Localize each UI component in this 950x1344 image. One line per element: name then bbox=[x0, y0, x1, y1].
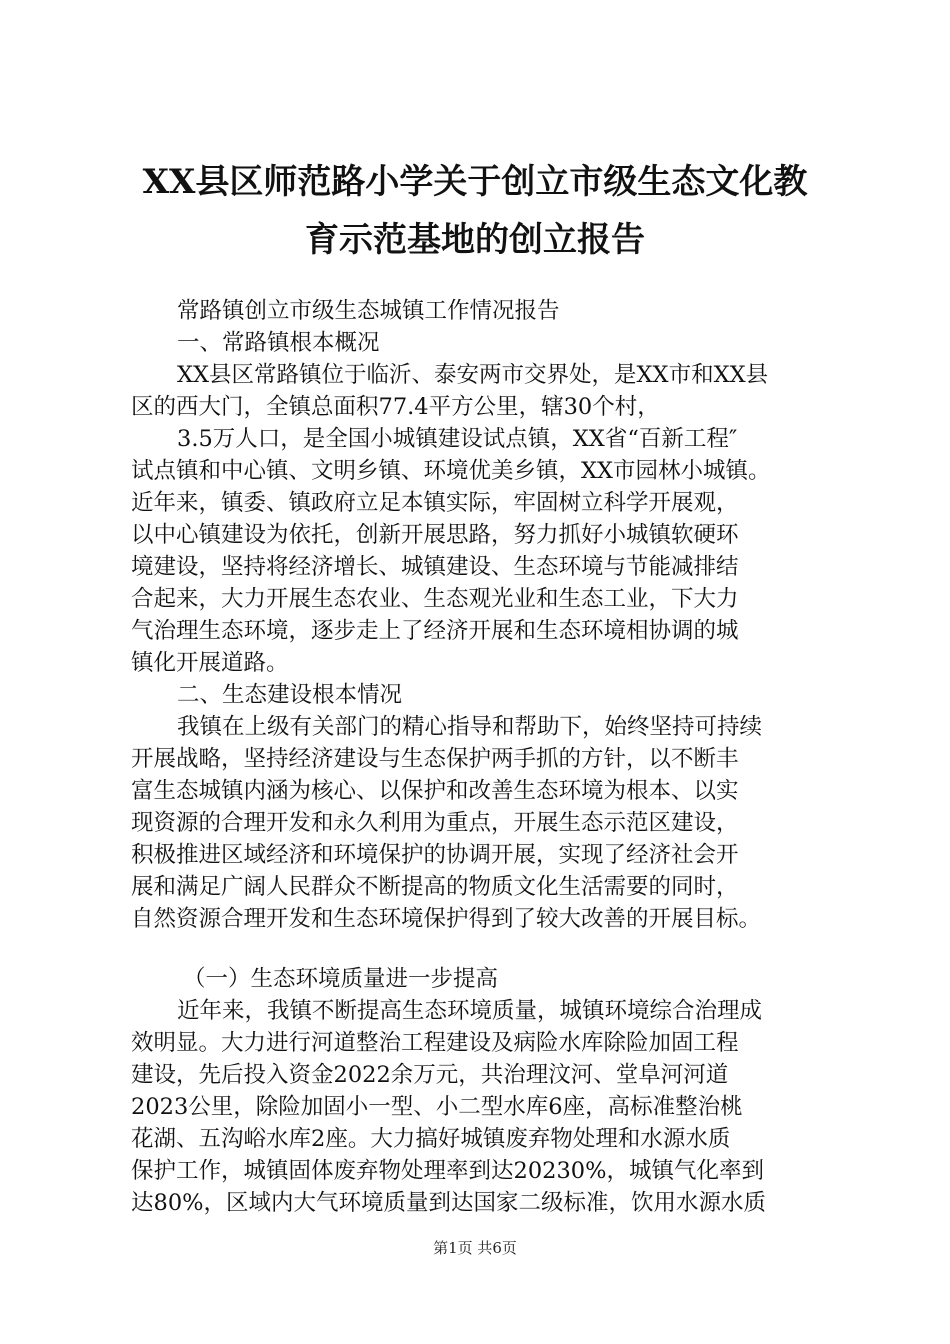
paragraph-line: 开展战略，坚持经济建设与生态保护两手抓的方针，以不断丰 bbox=[131, 746, 739, 772]
page-number-footer: 第1页 共6页 bbox=[433, 1239, 517, 1257]
paragraph-line: 气治理生态环境，逐步走上了经济开展和生态环境相协调的城 bbox=[131, 618, 739, 644]
paragraph-line: 境建设，坚持将经济增长、城镇建设、生态环境与节能减排结 bbox=[131, 554, 739, 580]
subsection-heading: （一）生态环境质量进一步提高 bbox=[183, 966, 499, 992]
paragraph-line: 现资源的合理开发和永久利用为重点，开展生态示范区建设， bbox=[131, 810, 739, 836]
paragraph-line: 近年来，我镇不断提高生态环境质量，城镇环境综合治理成 bbox=[177, 998, 763, 1024]
paragraph-line: 以中心镇建设为依托，创新开展思路，努力抓好小城镇软硬环 bbox=[131, 522, 739, 548]
paragraph-line: 区的西大门，全镇总面积77.4平方公里，辖30个村， bbox=[131, 394, 660, 420]
paragraph-line: 近年来，镇委、镇政府立足本镇实际，牢固树立科学开展观， bbox=[131, 490, 739, 516]
paragraph-line: 建设，先后投入资金2022余万元，共治理汶河、堂阜河河道 bbox=[131, 1062, 729, 1088]
paragraph-line: 镇化开展道路。 bbox=[131, 650, 289, 676]
paragraph-line: 保护工作，城镇固体废弃物处理率到达20230%，城镇气化率到 bbox=[131, 1158, 764, 1184]
paragraph-line: 合起来，大力开展生态农业、生态观光业和生态工业，下大力 bbox=[131, 586, 739, 612]
paragraph-line: XX县区常路镇位于临沂、泰安两市交界处，是XX市和XX县 bbox=[177, 362, 769, 388]
paragraph-line: 展和满足广阔人民群众不断提高的物质文化生活需要的同时， bbox=[131, 874, 739, 900]
paragraph-line: 常路镇创立市级生态城镇工作情况报告 bbox=[177, 298, 560, 324]
paragraph-line: 我镇在上级有关部门的精心指导和帮助下，始终坚持可持续 bbox=[177, 714, 763, 740]
paragraph-line: 试点镇和中心镇、文明乡镇、环境优美乡镇，XX市园林小城镇。 bbox=[131, 458, 771, 484]
section-heading: 一、常路镇根本概况 bbox=[177, 330, 380, 356]
paragraph-line: 3.5万人口，是全国小城镇建设试点镇，XX省“百新工程″ bbox=[177, 426, 738, 452]
paragraph-line: 2023公里，除险加固小一型、小二型水库6座，高标准整治桃 bbox=[131, 1094, 743, 1120]
document-title-line-1: XX县区师范路小学关于创立市级生态文化教 bbox=[142, 162, 808, 202]
document-title-line-2: 育示范基地的创立报告 bbox=[305, 220, 645, 260]
paragraph-line: 积极推进区域经济和环境保护的协调开展，实现了经济社会开 bbox=[131, 842, 739, 868]
paragraph-line: 达80%，区域内大气环境质量到达国家二级标准，饮用水源水质 bbox=[131, 1190, 767, 1216]
paragraph-line: 效明显。大力进行河道整治工程建设及病险水库除险加固工程 bbox=[131, 1030, 739, 1056]
section-heading: 二、生态建设根本情况 bbox=[177, 682, 403, 708]
paragraph-line: 自然资源合理开发和生态环境保护得到了较大改善的开展目标。 bbox=[131, 906, 762, 932]
paragraph-line: 富生态城镇内涵为核心、以保护和改善生态环境为根本、以实 bbox=[131, 778, 739, 804]
paragraph-line: 花湖、五沟峪水库2座。大力搞好城镇废弃物处理和水源水质 bbox=[131, 1126, 731, 1152]
